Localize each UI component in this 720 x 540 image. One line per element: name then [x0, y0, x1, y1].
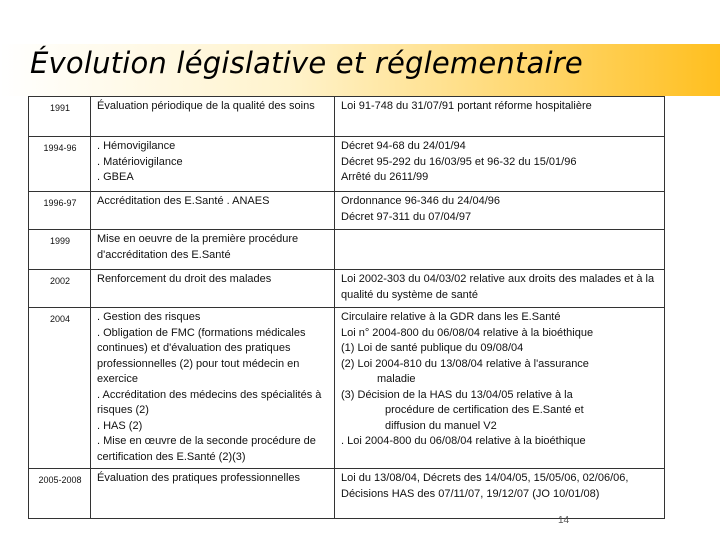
text-cell	[335, 192, 665, 230]
text-cell	[335, 270, 665, 308]
action-line: Mise en oeuvre de la première procédure d'accréditation des E.Santé	[97, 233, 299, 261]
text-line: diffusion du manuel V2	[385, 419, 497, 432]
action-line: . Matériovigilance	[97, 155, 183, 168]
text-line: Loi n° 2004-800 du 06/08/04 relative à la bioéthique	[341, 326, 594, 339]
text-line: Loi 2002-303 du 04/03/02 relative aux droits des malades et à la qualité du système de santé	[341, 273, 655, 301]
text-line: Décret 97-311 du 07/04/97	[341, 210, 472, 223]
year-cell: 2002	[29, 270, 91, 308]
text-line: Décret 95-292 du 16/03/95 et 96-32 du 15/01/96	[341, 155, 577, 168]
year-cell: 1994-96	[29, 137, 91, 192]
text-line: Arrêté du 2611/99	[341, 171, 429, 183]
action-line: Évaluation périodique de la qualité des soins	[97, 100, 315, 112]
text-line: Loi du 13/08/04, Décrets des 14/04/05, 15/05/06, 02/06/06, Décisions HAS des 07/11/07, 19/12/07 (JO 10/01/08)	[341, 472, 629, 500]
action-line: . Accréditation des médecins des spécialités à risques (2)	[97, 388, 322, 416]
text-line: (3) Décision de la HAS du 13/04/05 relative à la	[341, 388, 573, 401]
page-number: 14	[558, 515, 570, 526]
year-cell: 1999	[29, 230, 91, 270]
action-cell	[91, 230, 335, 270]
text-cell	[335, 137, 665, 192]
year-cell: 1996-97	[29, 192, 91, 230]
text-line: maladie	[377, 373, 416, 385]
text-line: Décret 94-68 du 24/01/94	[341, 140, 466, 152]
action-line: . Mise en œuvre de la seconde procédure de certification des E.Santé (2)(3)	[97, 435, 316, 463]
text-line: Circulaire relative à la GDR dans les E.Santé	[341, 311, 561, 323]
text-cell	[335, 308, 665, 469]
action-line: Accréditation des E.Santé . ANAES	[97, 195, 270, 207]
text-cell	[335, 469, 665, 519]
action-line: Renforcement du droit des malades	[97, 273, 272, 285]
year-cell: 1991	[29, 97, 91, 137]
text-line: Loi 91-748 du 31/07/91 portant réforme hospitalière	[341, 100, 592, 112]
table-row	[29, 97, 665, 137]
action-cell	[91, 192, 335, 230]
text-line: . Loi 2004-800 du 06/08/04 relative à la bioéthique	[341, 435, 586, 447]
action-line: . GBEA	[97, 171, 134, 183]
action-cell	[91, 270, 335, 308]
action-cell	[91, 469, 335, 519]
table-row	[29, 137, 665, 192]
text-line: (1) Loi de santé publique du 09/08/04	[341, 342, 524, 354]
text-cell	[335, 97, 665, 137]
text-line: Ordonnance 96-346 du 24/04/96	[341, 195, 501, 207]
action-cell	[91, 308, 335, 469]
table-row	[29, 230, 665, 270]
action-line: . Gestion des risques	[97, 311, 201, 323]
text-cell	[335, 230, 665, 270]
year-cell: 2004	[29, 308, 91, 469]
action-line: . Obligation de FMC (formations médicales continues) et d'évaluation des pratiques professionnelles (2) pour tout médecin en exercice	[97, 326, 306, 385]
action-cell	[91, 137, 335, 192]
legislation-table	[28, 96, 665, 519]
table-row	[29, 270, 665, 308]
table-row	[29, 308, 665, 469]
text-line: procédure de certification des E.Santé et	[385, 404, 584, 416]
action-cell	[91, 97, 335, 137]
action-line: . Hémovigilance	[97, 140, 176, 152]
slide-title: Évolution législative et réglementaire	[30, 46, 583, 80]
text-line: (2) Loi 2004-810 du 13/08/04 relative à l'assurance	[341, 357, 589, 370]
year-cell: 2005-2008	[29, 469, 91, 519]
table-row	[29, 192, 665, 230]
action-line: Évaluation des pratiques professionnelles	[97, 472, 301, 484]
table-row	[29, 469, 665, 519]
action-line: . HAS (2)	[97, 419, 143, 432]
